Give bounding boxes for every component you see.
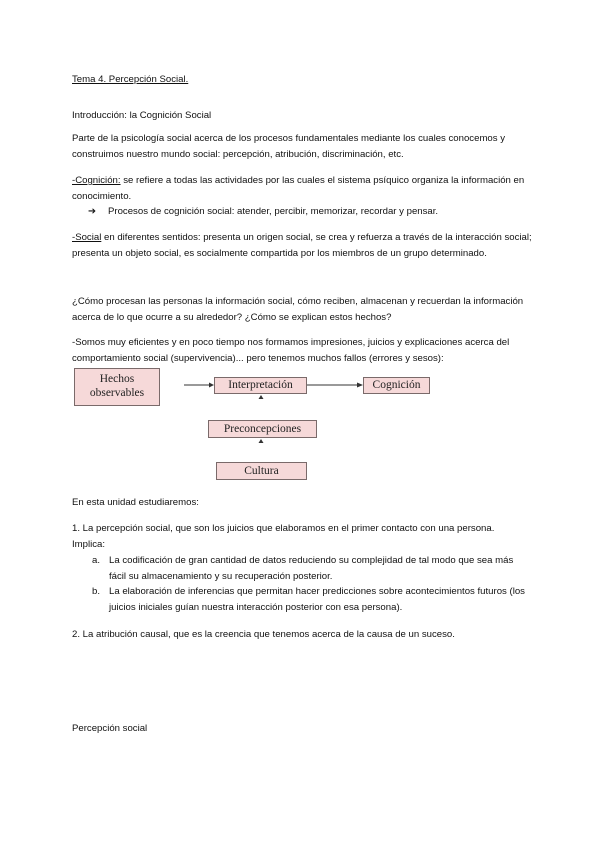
intro-paragraph: Parte de la psicología social acerca de los procesos fundamentales mediante los cuales conocemos y construimos nuestro mundo social: percepción, atribución, discriminación, etc. xyxy=(72,133,506,160)
cognicion-box-label: Cognición xyxy=(372,379,421,391)
cognicion-definition: se refiere a todas las actividades por las cuales el sistema psíquico organiza la información en conocimiento. xyxy=(72,175,525,202)
arrowhead-interpretacion xyxy=(209,383,214,388)
subitem-a-marker: a. xyxy=(92,555,101,566)
item1-text: 1. La percepción social, que son los juicios que elaboramos en el primer contacto con una persona. xyxy=(72,523,495,534)
section-heading: Percepción social xyxy=(72,723,148,734)
social-definition: en diferentes sentidos: presenta un origen social, se crea y refuerza a través de la interacción social; presenta un objeto social, es socialmente compartida por los miembros de un grupo determinado. xyxy=(72,232,532,259)
arrowhead-up-1 xyxy=(259,395,264,399)
arrowhead-cognicion xyxy=(357,383,363,388)
page-title: Tema 4. Percepción Social. xyxy=(72,74,189,85)
interpretacion-label: Interpretación xyxy=(228,379,293,391)
subitem-b-marker: b. xyxy=(92,586,101,597)
item1-implica: Implica: xyxy=(72,539,106,550)
subitem-b-text: La elaboración de inferencias que permitan hacer predicciones sobre acontecimientos futuros (los juicios iniciales guían nuestra interacción posterior con esa persona). xyxy=(109,586,525,613)
unit-intro: En esta unidad estudiaremos: xyxy=(72,497,199,508)
hechos-label-line2: observables xyxy=(89,387,145,399)
arrowhead-up-2 xyxy=(259,439,264,443)
subitem-a-text: La codificación de gran cantidad de datos reduciendo su complejidad de tal modo que sea más fácil su almacenamiento y su recuperación posterior. xyxy=(109,555,514,582)
efficiency-paragraph: -Somos muy eficientes y en poco tiempo nos formamos impresiones, juicios y explicaciones acerca del comportamiento social (supervivencia)... pero tenemos muchos fallos (errores y sesos): xyxy=(72,337,510,364)
social-term: -Social xyxy=(72,232,102,243)
cultura-label: Cultura xyxy=(244,465,279,477)
arrow-icon: ➔ xyxy=(88,206,97,217)
hechos-label-line1: Hechos xyxy=(99,373,135,385)
preconcepciones-label: Preconcepciones xyxy=(223,423,302,435)
question-paragraph: ¿Cómo procesan las personas la información social, cómo reciben, almacenan y recuerdan la información acerca de lo que ocurre a su alrededor? ¿Cómo se explican estos hechos? xyxy=(72,296,524,323)
cognicion-term: -Cognición: xyxy=(72,175,121,186)
cognicion-bullet-text: Procesos de cognición social: atender, percibir, memorizar, recordar y pensar. xyxy=(108,206,439,217)
intro-heading: Introducción: la Cognición Social xyxy=(72,110,212,121)
item2-text: 2. La atribución causal, que es la creencia que tenemos acerca de la causa de un suceso. xyxy=(72,629,455,640)
